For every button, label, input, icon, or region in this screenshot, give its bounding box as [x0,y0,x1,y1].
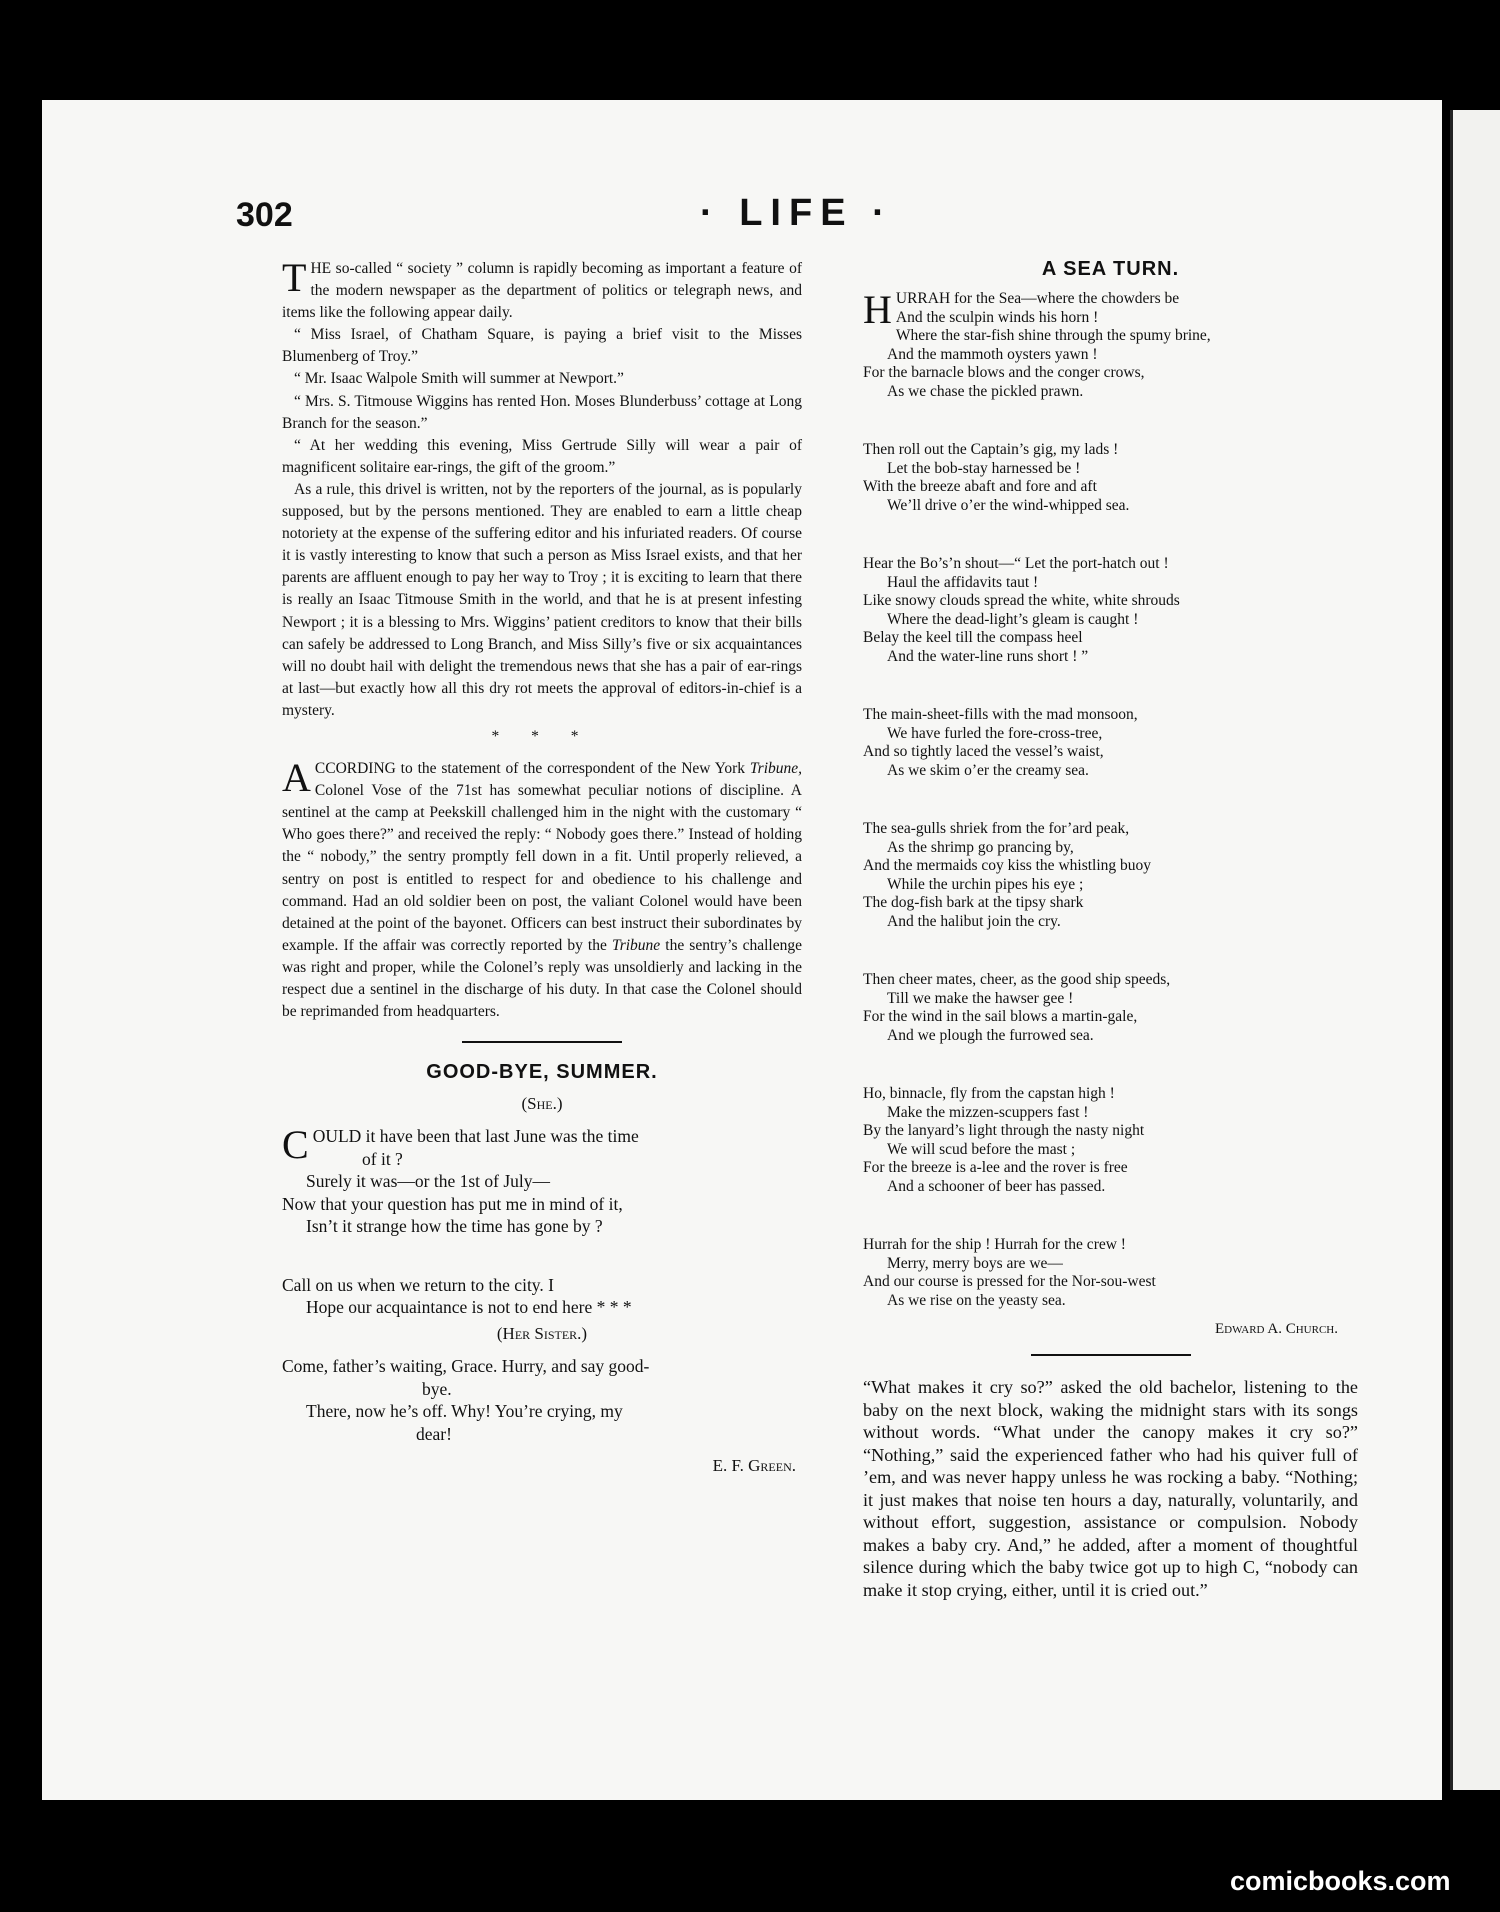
speaker-label: (Her Sister.) [496,1323,588,1343]
poem-line: For the breeze is a-lee and the rover is free [863,1159,1128,1177]
poem-line: And the sculpin winds his horn ! [895,308,1099,326]
drop-cap: C [282,1122,309,1168]
poem-line: As we rise on the yeasty sea. [887,1291,1066,1309]
left-column [282,255,802,1478]
society-quote: “ At her wedding this evening, Miss Gertrude Silly will wear a pair of magnificent solitaire ear-rings, the gift of the groom.” [282,436,802,476]
poem-title: A SEA TURN. [1041,258,1180,280]
poem-line: As the shrimp go prancing by, [887,838,1074,856]
society-quote: “ Mrs. S. Titmouse Wiggins has rented Hon. Moses Blunderbuss’ cottage at Long Branch for the season.” [282,392,802,432]
author-signature: Edward A. Church. [1214,1321,1338,1338]
poem-line: Where the star-fish shine through the spumy brine, [895,327,1211,345]
divider-rule [1031,1354,1191,1356]
poem-line: By the lanyard’s light through the nasty night [863,1122,1145,1140]
masthead: · LIFE · [700,192,893,234]
stanza [863,971,1358,1045]
poem-line: Then roll out the Captain’s gig, my lads ! [863,441,1119,459]
poem-line: The dog-fish bark at the tipsy shark [863,894,1084,912]
poem-line: Hurrah for the ship ! Hurrah for the crew ! [863,1236,1126,1254]
poem-line: Let the bob-stay harnessed be ! [887,459,1081,477]
poem-line: Hear the Bo’s’n shout—“ Let the port-hatch out ! [863,555,1169,573]
bachelor-paragraph: “What makes it cry so?” asked the old bachelor, listening to the baby on the next block, waking the midnight stars with its songs without words. “What under the canopy makes it cry so?” “Nothing,” said the experienced father who had his quiver full of ’em, and was never happy unless he was rocking a baby. “Nothing; it just makes that noise ten hours a day, naturally, voluntarily, and without effort, suggestion, assistance or compulsion. Nobody makes a baby cry. And,” he added, after a moment of thoughtful silence during which the baby twice got up to high C, “nobody can make it stop crying, either, until it is cried out.” [863,1377,1358,1600]
poem-line: As we chase the pickled prawn. [887,382,1084,400]
poem-line: For the barnacle blows and the conger crows, [863,364,1145,382]
poem-line: And a schooner of beer has passed. [887,1177,1106,1195]
poem-line: While the urchin pipes his eye ; [887,875,1084,893]
poem-line: And the water-line runs short ! ” [887,647,1089,665]
drop-cap: H [863,287,892,333]
poem-line: And our course is pressed for the Nor-sou-west [863,1273,1156,1291]
poem-line: For the wind in the sail blows a martin-gale, [863,1008,1138,1026]
poem-line: Belay the keel till the compass heel [863,629,1083,647]
poem-line: We will scud before the mast ; [887,1140,1076,1158]
society-quote: “ Miss Israel, of Chatham Square, is paying a brief visit to the Misses Blumenberg of Troy.” [282,326,802,366]
poem-line: And the mammoth oysters yawn ! [887,345,1098,363]
stanza [863,1236,1358,1310]
stanza [863,441,1358,515]
poem-line: The sea-gulls shriek from the for’ard peak, [863,820,1130,838]
poem-line: Make the mizzen-scuppers fast ! [887,1103,1089,1121]
drop-cap: T [282,255,307,300]
section-stars: * * * [491,727,593,745]
poem-line: And the mermaids coy kiss the whistling buoy [863,857,1152,875]
poem-line: And the halibut join the cry. [887,912,1061,930]
stanza [863,1085,1358,1196]
poem-line: The main-sheet-fills with the mad monsoon, [863,706,1138,724]
author-signature: E. F. Green. [712,1456,796,1476]
poem-line: Where the dead-light’s gleam is caught ! [887,610,1139,628]
poem-line: Haul the affidavits taut ! [887,573,1039,591]
poem-line: We have furled the fore-cross-tree, [887,724,1103,742]
poem-line: Like snowy clouds spread the white, white shrouds [863,592,1180,610]
society-quote: “ Mr. Isaac Walpole Smith will summer at Newport.” [294,370,624,388]
stanza [863,555,1358,666]
poem-line: HURRAH for the Sea—where the chowders be [863,287,1180,333]
poem-title: GOOD-BYE, SUMMER. [426,1061,658,1084]
next-page-edge [1450,110,1500,1790]
page-number: 302 [236,196,293,234]
drop-cap: A [282,755,311,801]
stanza [863,706,1358,780]
society-commentary: As a rule, this drivel is written, not by the reporters of the journal, as is popularly supposed, but by the persons mentioned. They are enabled to earn a little cheap notoriety at the expense of the suffering editor and his infuriated readers. Of course it is vastly interesting to know that such a person as Miss Israel exists, and that her parents are affluent enough to pay her way to Troy ; it is exciting to learn that there is really an Isaac Titmouse Smith in the world, and that he is at present infesting Newport ; it is a blessing to Mrs. Wiggins’ patient creditors to know that their bills can safely be addressed to Long Branch, and Miss Silly’s five or six acquaintances will no doubt hail with delight the tremendous news that she has a pair of ear-rings at last—but exactly how all this dry rot meets the approval of editors-in-chief is a mystery. [282,480,802,719]
poem-line: And so tightly laced the vessel’s waist, [863,743,1104,761]
watermark: comicbooks.com [1230,1866,1451,1896]
sea-turn-poem [863,287,1358,1310]
speaker-label: (She.) [521,1094,563,1114]
vose-paragraph: ACCORDING to the statement of the correspondent of the New York Tribune, Colonel Vose of the 71st has somewhat peculiar notions of discipline. A sentinel at the camp at Peekskill challenged him in the night with the customary “ Who goes there?” and received the reply: “ Nobody goes there.” Instead of holding the “ nobody,” the sentry promptly fell down in a fit. Until properly relieved, a sentry on post is entitled to respect for and obedience to his challenge and command. Had an old soldier been on post, the valiant Colonel would have been detained at the point of the bayonet. Officers can best instruct their subordinates by example. If the affair was correctly reported by the Tribune the sentry’s challenge was right and proper, while the Colonel’s reply was unsoldierly and lacking in the respect due a sentinel in the discharge of his duty. In that case the Colonel should be reprimanded from headquarters. [282,755,802,1021]
poem-line: As we skim o’er the creamy sea. [887,761,1089,779]
right-column [863,258,1358,1601]
poem-line: We’ll drive o’er the wind-whipped sea. [887,496,1130,514]
goodbye-poem: COULD it have been that last June was the time of it ? Surely it was—or the 1st of July— Now that your question has put me in mind of it, Isn’t it strange how the time has gone by ? Call on us when we return to the city. I Hope our acquaintance is not to end here * * * (Her Sister.) Come, father’s waiting, Grace. Hurry, and say good- bye. There, now he’s off. Why! You’re crying, my dear! E. F. Green. [282,1125,802,1478]
divider-rule [462,1041,622,1043]
poem-line: And we plough the furrowed sea. [887,1026,1094,1044]
poem-line: Ho, binnacle, fly from the capstan high ! [863,1085,1115,1103]
poem-line: Then cheer mates, cheer, as the good ship speeds, [863,971,1171,989]
poem-line: Merry, merry boys are we— [887,1254,1063,1272]
stanza [863,820,1358,931]
society-paragraph: THE so-called “ society ” column is rapidly becoming as important a feature of the modern newspaper as the department of politics or telegraph news, and items like the following appear daily. [282,255,802,322]
stanza [863,287,1358,401]
poem-line: With the breeze abaft and fore and aft [863,478,1097,496]
poem-line: Till we make the hawser gee ! [887,989,1074,1007]
